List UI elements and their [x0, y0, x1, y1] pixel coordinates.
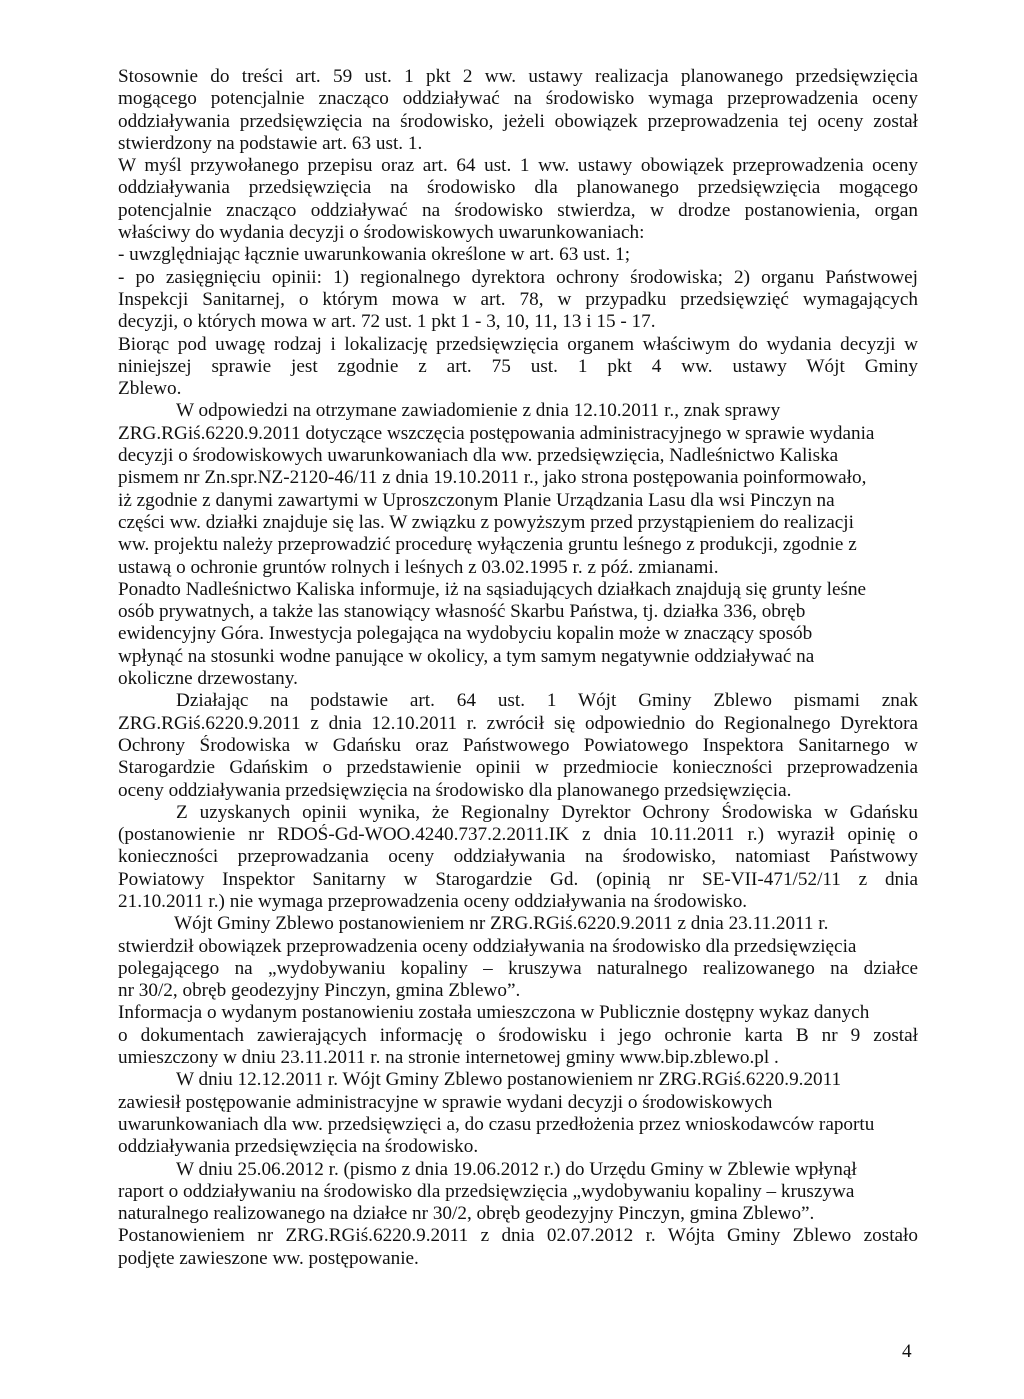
text-line: ZRG.RGiś.6220.9.2011 z dnia 12.10.2011 r. zwrócił się odpowiednio do Regionalnego Dyrektora [118, 712, 918, 734]
text-line: oceny oddziaływania przedsięwzięcia na środowisko dla planowanego przedsięwzięcia. [118, 779, 792, 801]
text-line: o dokumentach zawierających informację o środowisku i jego ochronie karta B nr 9 został [118, 1024, 918, 1046]
text-line: Inspekcji Sanitarnej, o którym mowa w art. 78, w przypadku przedsięwzięć wymagających [118, 288, 918, 310]
text-line: W dniu 12.12.2011 r. Wójt Gminy Zblewo postanowieniem nr ZRG.RGiś.6220.9.2011 [176, 1069, 842, 1091]
text-line: niniejszej sprawie jest zgodnie z art. 75 ust. 1 pkt 4 ww. ustawy Wójt Gminy [118, 355, 918, 377]
text-line: konieczności przeprowadzania oceny oddziaływania na środowisko, natomiast Państwowy [118, 846, 918, 868]
text-line: ustawą o ochronie gruntów rolnych i leśnych z 03.02.1995 r. z póź. zmianami. [118, 556, 719, 578]
text-line: iż zgodnie z danymi zawartymi w Uproszczonym Planie Urządzania Lasu dla wsi Pinczyn na [118, 489, 835, 511]
text-line: mogącego potencjalnie znacząco oddziaływać na środowisko wymaga przeprowadzenia oceny [118, 88, 918, 110]
text-line: ewidencyjny Góra. Inwestycja polegająca na wydobyciu kopalin może w znaczący sposób [118, 623, 813, 645]
document-body [118, 66, 918, 1270]
text-line: potencjalnie znacząco oddziaływać na środowisko stwierdza, w drodze postanowienia, organ [118, 199, 918, 221]
text-line: Postanowieniem nr ZRG.RGiś.6220.9.2011 z dnia 02.07.2012 r. Wójta Gminy Zblewo zostało [118, 1225, 918, 1247]
text-line: (postanowienie nr RDOŚ-Gd-WOO.4240.737.2.2011.IK z dnia 10.11.2011 r.) wyraził opinię o [118, 824, 918, 846]
text-line: W myśl przywołanego przepisu oraz art. 64 ust. 1 ww. ustawy obowiązek przeprowadzenia oceny [118, 155, 918, 177]
text-line: podjęte zawieszone ww. postępowanie. [118, 1247, 419, 1269]
text-line: Wójt Gminy Zblewo postanowieniem nr ZRG.RGiś.6220.9.2011 z dnia 23.11.2011 r. [174, 913, 829, 935]
page-number: 4 [902, 1341, 912, 1362]
text-line: raport o oddziaływaniu na środowisko dla przedsięwzięcia „wydobywaniu kopaliny – kruszywa [118, 1180, 855, 1202]
text-line: właściwy do wydania decyzji o środowiskowych uwarunkowaniach: [118, 222, 645, 244]
text-line: W odpowiedzi na otrzymane zawiadomienie z dnia 12.10.2011 r., znak sprawy [176, 400, 781, 422]
text-line: W dniu 25.06.2012 r. (pismo z dnia 19.06.2012 r.) do Urzędu Gminy w Zblewie wpłynął [176, 1158, 857, 1180]
text-line: uwarunkowaniach dla ww. przedsięwzięci a, do czasu przedłożenia przez wnioskodawców raportu [118, 1113, 875, 1135]
text-line: - po zasięgnięciu opinii: 1) regionalnego dyrektora ochrony środowiska; 2) organu Państwowej [118, 266, 918, 288]
text-line: umieszczony w dniu 23.11.2011 r. na stronie internetowej gminy www.bip.zblewo.pl . [118, 1047, 779, 1069]
text-line: okoliczne drzewostany. [118, 668, 298, 690]
text-line: wpłynąć na stosunki wodne panujące w okolicy, a tym samym negatywnie oddziaływać na [118, 645, 815, 667]
text-line: 21.10.2011 r.) nie wymaga przeprowadzenia oceny oddziaływania na środowisko. [118, 890, 748, 912]
text-line: Starogardzie Gdańskim o przedstawienie opinii w przedmiocie konieczności przeprowadzenia [118, 757, 918, 779]
text-line: Działając na podstawie art. 64 ust. 1 Wójt Gminy Zblewo pismami znak [176, 690, 918, 712]
text-line: oddziaływania przedsięwzięcia na środowisko dla planowanego przedsięwzięcia mogącego [118, 177, 918, 199]
text-line: oddziaływania przedsięwzięcia na środowisko, jeżeli obowiązek przeprowadzenia tej oceny został [118, 110, 918, 132]
text-line: decyzji o środowiskowych uwarunkowaniach dla ww. przedsięwzięcia, Nadleśnictwo Kaliska [118, 445, 839, 467]
text-line: pismem nr Zn.spr.NZ-2120-46/11 z dnia 19.10.2011 r., jako strona postępowania poinformowało, [118, 467, 867, 489]
text-line: oddziaływania przedsięwzięcia na środowisko. [118, 1136, 479, 1158]
text-line: stwierdził obowiązek przeprowadzenia oceny oddziaływania na środowisko dla przedsięwzięcia [118, 935, 857, 957]
text-line: naturalnego realizowanego na działce nr 30/2, obręb geodezyjny Pinczyn, gmina Zblewo”. [118, 1203, 815, 1225]
text-line: ww. projektu należy przeprowadzić procedurę wyłączenia gruntu leśnego z produkcji, zgodnie z [118, 534, 857, 556]
text-line: Biorąc pod uwagę rodzaj i lokalizację przedsięwzięcia organem właściwym do wydania decyzji w [118, 333, 918, 355]
text-line: Ponadto Nadleśnictwo Kaliska informuje, iż na sąsiadujących działkach znajdują się grunty leśne [118, 578, 867, 600]
text-line: Stosownie do treści art. 59 ust. 1 pkt 2 ww. ustawy realizacja planowanego przedsięwzięcia [118, 66, 918, 87]
text-line: decyzji, o których mowa w art. 72 ust. 1 pkt 1 - 3, 10, 11, 13 i 15 - 17. [118, 311, 656, 333]
text-line: ZRG.RGiś.6220.9.2011 dotyczące wszczęcia postępowania administracyjnego w sprawie wydania [118, 422, 875, 444]
text-line: części ww. działki znajduje się las. W związku z powyższym przed przystąpieniem do realizacji [118, 511, 854, 533]
text-line: nr 30/2, obręb geodezyjny Pinczyn, gmina Zblewo”. [118, 980, 521, 1002]
text-line: Zblewo. [118, 378, 182, 400]
text-line: stwierdzony na podstawie art. 63 ust. 1. [118, 132, 423, 154]
text-line: polegającego na „wydobywaniu kopaliny – kruszywa naturalnego realizowanego na działce [118, 957, 918, 979]
text-line: Ochrony Środowiska w Gdańsku oraz Państwowego Powiatowego Inspektora Sanitarnego w [118, 734, 918, 756]
text-line: Informacja o wydanym postanowieniu została umieszczona w Publicznie dostępny wykaz danych [118, 1002, 870, 1024]
text-line: Z uzyskanych opinii wynika, że Regionalny Dyrektor Ochrony Środowiska w Gdańsku [176, 801, 918, 823]
text-line: osób prywatnych, a także las stanowiący własność Skarbu Państwa, tj. działka 336, obręb [118, 601, 806, 623]
text-line: Powiatowy Inspektor Sanitarny w Starogardzie Gd. (opinią nr SE-VII-471/52/11 z dnia [118, 868, 918, 890]
text-line: - uwzględniając łącznie uwarunkowania określone w art. 63 ust. 1; [118, 244, 631, 266]
text-line: zawiesił postępowanie administracyjne w sprawie wydani decyzji o środowiskowych [118, 1091, 773, 1113]
